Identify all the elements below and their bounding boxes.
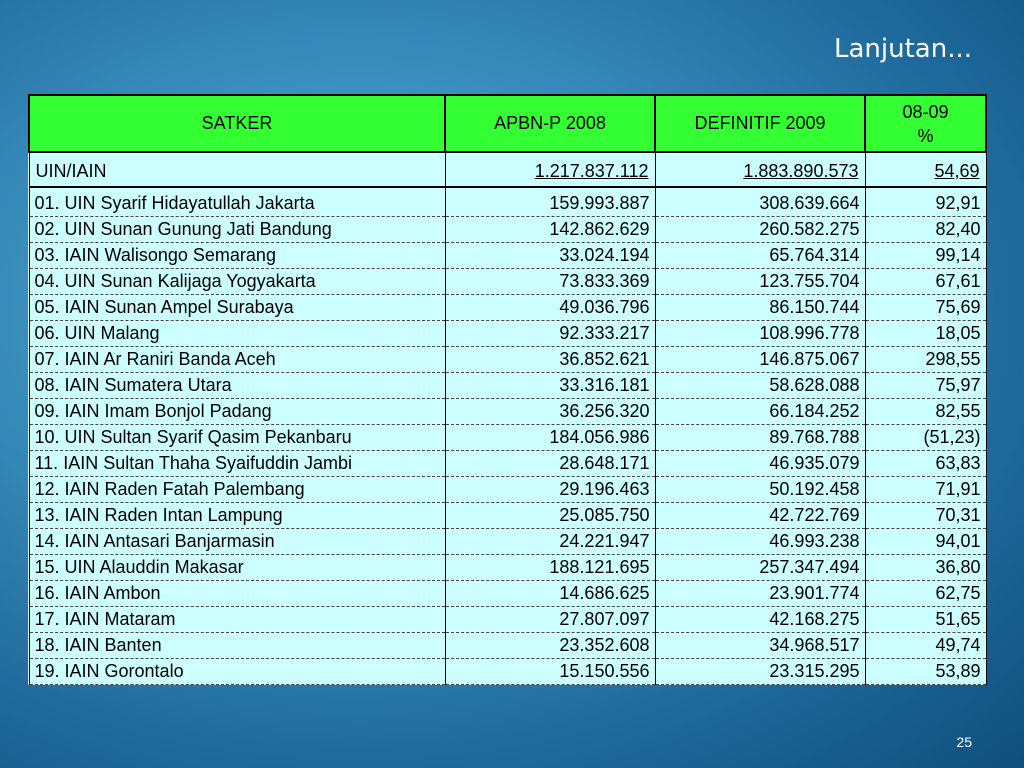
row-pct: 82,55 [865,399,986,425]
row-pct: 92,91 [865,191,986,217]
row-name: 07. IAIN Ar Raniri Banda Aceh [29,347,445,373]
row-apbn-2008: 29.196.463 [445,477,655,503]
row-name: 17. IAIN Mataram [29,607,445,633]
row-apbn-2008: 28.648.171 [445,451,655,477]
row-definitif-2009: 42.722.769 [655,503,865,529]
slide-number: 25 [956,734,972,750]
total-row [29,156,986,187]
row-name: 15. UIN Alauddin Makasar [29,555,445,581]
row-pct: 70,31 [865,503,986,529]
row-name: 01. UIN Syarif Hidayatullah Jakarta [29,191,445,217]
row-apbn-2008: 92.333.217 [445,321,655,347]
table-row [29,633,986,659]
total-pct: 54,69 [865,156,986,187]
row-definitif-2009: 260.582.275 [655,217,865,243]
row-apbn-2008: 24.221.947 [445,529,655,555]
header-satker: SATKER [29,95,445,152]
row-pct: (51,23) [865,425,986,451]
row-pct: 53,89 [865,659,986,685]
row-pct: 62,75 [865,581,986,607]
row-definitif-2009: 23.315.295 [655,659,865,685]
row-definitif-2009: 46.993.238 [655,529,865,555]
row-apbn-2008: 73.833.369 [445,269,655,295]
row-pct: 67,61 [865,269,986,295]
row-pct: 18,05 [865,321,986,347]
row-name: 06. UIN Malang [29,321,445,347]
row-definitif-2009: 108.996.778 [655,321,865,347]
table-row [29,217,986,243]
row-pct: 63,83 [865,451,986,477]
row-definitif-2009: 23.901.774 [655,581,865,607]
budget-table [28,94,987,685]
table-row [29,477,986,503]
table-row [29,503,986,529]
table-row [29,243,986,269]
row-definitif-2009: 42.168.275 [655,607,865,633]
row-definitif-2009: 34.968.517 [655,633,865,659]
table-row [29,659,986,685]
row-name: 11. IAIN Sultan Thaha Syaifuddin Jambi [29,451,445,477]
row-name: 04. UIN Sunan Kalijaga Yogyakarta [29,269,445,295]
table-row [29,607,986,633]
row-apbn-2008: 36.256.320 [445,399,655,425]
row-name: 08. IAIN Sumatera Utara [29,373,445,399]
row-definitif-2009: 86.150.744 [655,295,865,321]
table-row [29,555,986,581]
header-apbn-2008: APBN-P 2008 [445,95,655,152]
row-definitif-2009: 257.347.494 [655,555,865,581]
row-pct: 82,40 [865,217,986,243]
row-definitif-2009: 65.764.314 [655,243,865,269]
row-name: 19. IAIN Gorontalo [29,659,445,685]
row-pct: 94,01 [865,529,986,555]
row-apbn-2008: 188.121.695 [445,555,655,581]
table-row [29,321,986,347]
row-apbn-2008: 25.085.750 [445,503,655,529]
row-apbn-2008: 23.352.608 [445,633,655,659]
table-row [29,451,986,477]
row-pct: 36,80 [865,555,986,581]
row-name: 18. IAIN Banten [29,633,445,659]
row-pct: 49,74 [865,633,986,659]
row-pct: 75,69 [865,295,986,321]
row-name: 03. IAIN Walisongo Semarang [29,243,445,269]
table-row [29,269,986,295]
row-name: 10. UIN Sultan Syarif Qasim Pekanbaru [29,425,445,451]
row-name: 12. IAIN Raden Fatah Palembang [29,477,445,503]
row-apbn-2008: 27.807.097 [445,607,655,633]
row-apbn-2008: 49.036.796 [445,295,655,321]
table-row [29,529,986,555]
row-pct: 99,14 [865,243,986,269]
row-definitif-2009: 50.192.458 [655,477,865,503]
row-definitif-2009: 58.628.088 [655,373,865,399]
header-pct [865,95,986,152]
table-row [29,295,986,321]
header-pct-symbol: % [917,125,934,146]
table-row [29,347,986,373]
row-definitif-2009: 308.639.664 [655,191,865,217]
table-row [29,399,986,425]
header-pct-period: 08-09 [902,101,949,122]
table-row [29,425,986,451]
row-apbn-2008: 15.150.556 [445,659,655,685]
row-definitif-2009: 89.768.788 [655,425,865,451]
row-apbn-2008: 33.024.194 [445,243,655,269]
row-name: 16. IAIN Ambon [29,581,445,607]
row-apbn-2008: 33.316.181 [445,373,655,399]
row-apbn-2008: 36.852.621 [445,347,655,373]
row-definitif-2009: 46.935.079 [655,451,865,477]
row-apbn-2008: 14.686.625 [445,581,655,607]
table-row [29,581,986,607]
row-apbn-2008: 184.056.986 [445,425,655,451]
row-pct: 298,55 [865,347,986,373]
total-name: UIN/IAIN [29,156,445,187]
row-definitif-2009: 66.184.252 [655,399,865,425]
slide-title: Lanjutan... [834,34,972,64]
table-header-row [29,95,986,152]
row-name: 13. IAIN Raden Intan Lampung [29,503,445,529]
row-apbn-2008: 142.862.629 [445,217,655,243]
row-name: 14. IAIN Antasari Banjarmasin [29,529,445,555]
table-row [29,191,986,217]
row-pct: 51,65 [865,607,986,633]
row-name: 09. IAIN Imam Bonjol Padang [29,399,445,425]
total-definitif-2009: 1.883.890.573 [655,156,865,187]
table-row [29,373,986,399]
header-definitif-2009: DEFINITIF 2009 [655,95,865,152]
row-apbn-2008: 159.993.887 [445,191,655,217]
row-definitif-2009: 123.755.704 [655,269,865,295]
row-name: 05. IAIN Sunan Ampel Surabaya [29,295,445,321]
total-apbn-2008: 1.217.837.112 [445,156,655,187]
row-pct: 75,97 [865,373,986,399]
row-pct: 71,91 [865,477,986,503]
row-definitif-2009: 146.875.067 [655,347,865,373]
row-name: 02. UIN Sunan Gunung Jati Bandung [29,217,445,243]
